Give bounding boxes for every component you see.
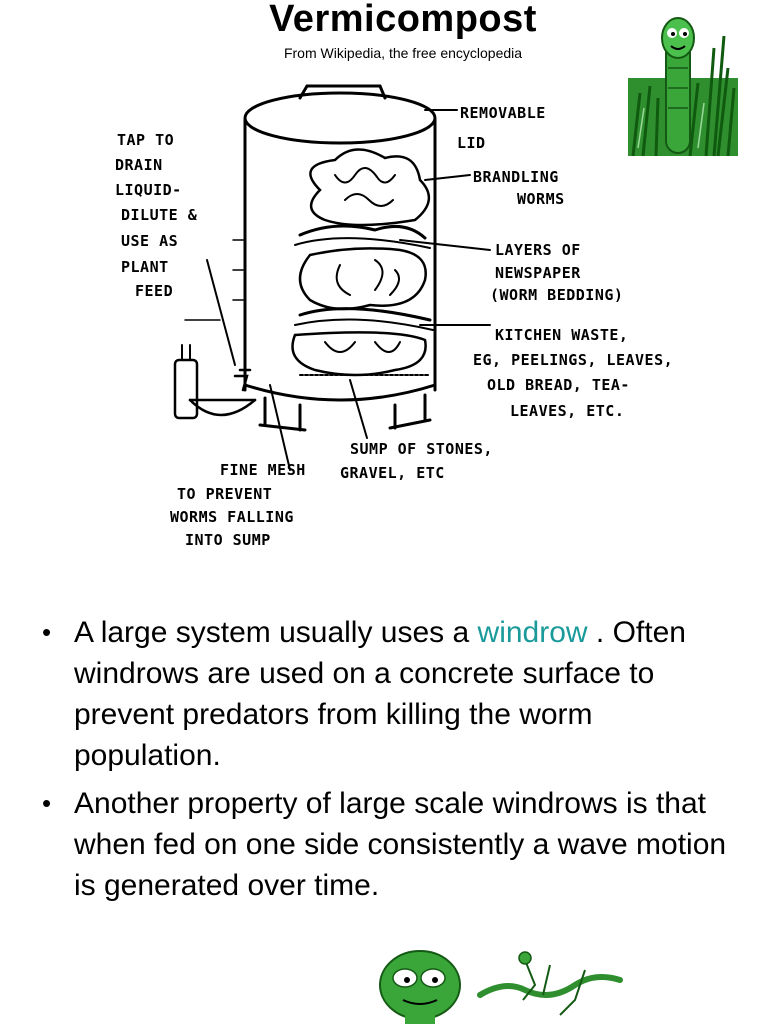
windrow-link[interactable]: windrow: [477, 616, 588, 649]
label-kitchen: LEAVES, ETC.: [510, 402, 625, 420]
label-kitchen: OLD BREAD, TEA-: [487, 376, 630, 394]
worm-pair-icon: [375, 940, 630, 1024]
label-tap: TAP TO: [117, 131, 175, 149]
label-tap: DILUTE &: [121, 206, 198, 224]
bullet-item: [42, 783, 742, 906]
label-sump: GRAVEL, ETC: [340, 464, 445, 482]
label-mesh: TO PREVENT: [177, 485, 273, 503]
vermicompost-bin-diagram: [95, 80, 720, 560]
label-tap: USE AS: [121, 232, 179, 250]
bullet-list: [42, 612, 742, 913]
label-mesh: INTO SUMP: [185, 531, 271, 549]
bullet-item: [42, 612, 742, 776]
label-lid: LID: [457, 134, 486, 152]
label-tap: PLANT: [121, 258, 169, 276]
page-title: Vermicompost: [269, 0, 537, 40]
label-kitchen: KITCHEN WASTE,: [495, 326, 629, 344]
label-layers: (WORM BEDDING): [490, 286, 624, 304]
label-mesh: WORMS FALLING: [170, 508, 294, 526]
label-lid: REMOVABLE: [460, 104, 546, 122]
label-mesh: FINE MESH: [220, 461, 306, 479]
label-sump: SUMP OF STONES,: [350, 440, 493, 458]
page-subtitle: From Wikipedia, the free encyclopedia: [283, 45, 523, 61]
label-tap: DRAIN: [115, 156, 163, 174]
label-layers: NEWSPAPER: [495, 264, 581, 282]
label-tap: LIQUID-: [115, 181, 182, 199]
label-worms: BRANDLING: [473, 168, 559, 186]
bullet-text: Another property of large scale windrows is that when fed on one side consistently a wave motion is generated over time.: [74, 787, 727, 902]
label-worms: WORMS: [517, 190, 565, 208]
bullet-text: . Often windrows are used on a concrete surface to prevent predators from killing the worm population.: [74, 616, 686, 772]
bullet-text: A large system usually uses a: [74, 616, 478, 649]
label-tap: FEED: [135, 282, 174, 300]
label-layers: LAYERS OF: [495, 241, 581, 259]
label-kitchen: EG, PEELINGS, LEAVES,: [473, 351, 674, 369]
